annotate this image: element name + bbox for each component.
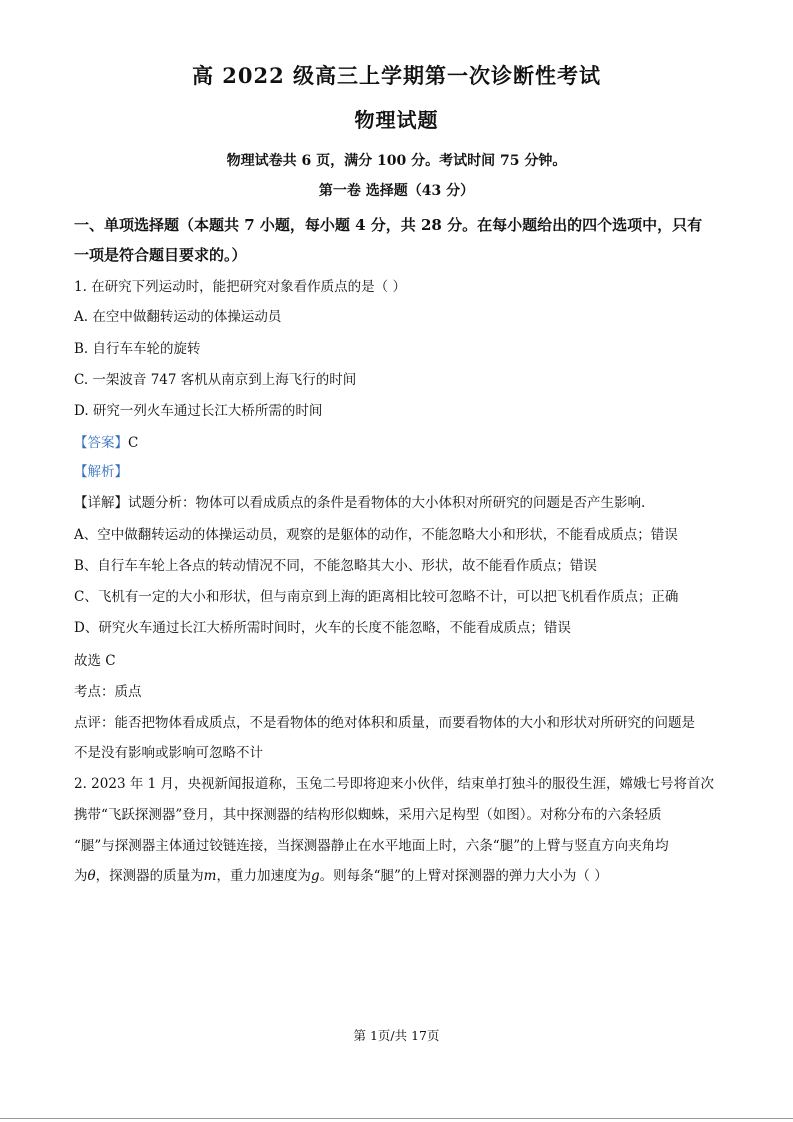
analysis-label: 【解析】 [74, 464, 128, 480]
q1-option-a: A. 在空中做翻转运动的体操运动员 [74, 309, 282, 325]
q2-line-1: 2. 2023 年 1 月，央视新闻报道称，玉兔二号即将迎来小伙伴，结束单打独斗的服役生涯，嫦娥七号将首次 [74, 776, 714, 792]
q2-line-3: “腿”与探测器主体通过铰链连接，当探测器静止在水平地面上时，六条“腿”的上臂与竖直方向夹角均 [74, 838, 669, 854]
page-footer: 第 1页/共 17页 [353, 1028, 440, 1043]
q1-option-d: D. 研究一列火车通过长江大桥所需的时间 [74, 403, 323, 419]
q1-answer [74, 431, 138, 451]
answer-value: C [128, 435, 139, 451]
q1-point: 考点：质点 [74, 684, 142, 700]
q1-option-c: C. 一架波音 747 客机从南京到上海飞行的时间 [74, 372, 357, 388]
q1-option-b: B. 自行车车轮的旋转 [74, 341, 201, 357]
q1-explanation-d: D、研究火车通过长江大桥所需时间时，火车的长度不能忽略，不能看成质点；错误 [74, 620, 571, 636]
q1-comment-line-2: 不是没有影响或影响可忽略不计 [74, 745, 263, 761]
instructions-line-1: 一、单项选择题（本题共 7 小题，每小题 4 分，共 28 分。在每小题给出的四个选项中，只有 [74, 216, 703, 234]
subject-title: 物理试题 [354, 108, 439, 132]
answer-label: 【答案】 [74, 435, 128, 451]
q2-line-2: 携带“飞跃探测器”登月，其中探测器的结构形似蜘蛛，采用六足构型（如图）。对称分布的六条轻质 [74, 807, 662, 823]
gravity-symbol: g [310, 868, 320, 884]
q1-explanation-b: B、自行车车轮上各点的转动情况不同，不能忽略其大小、形状，故不能看作质点；错误 [74, 558, 597, 574]
q1-detail: 【详解】试题分析：物体可以看成质点的条件是看物体的大小体积对所研究的问题是否产生影响. [74, 495, 646, 511]
exam-info: 物理试卷共 6 页，满分 100 分。考试时间 75 分钟。 [226, 153, 567, 169]
q1-conclusion: 故选 C [74, 653, 116, 669]
q1-explanation-a: A、空中做翻转运动的体操运动员，观察的是躯体的动作，不能忽略大小和形状，不能看成质点；错误 [74, 527, 678, 543]
q1-comment-line-1: 点评：能否把物体看成质点，不是看物体的绝对体积和质量，而要看物体的大小和形状对所研究的问题是 [74, 715, 695, 731]
instructions [74, 210, 734, 270]
q1-explanation-c: C、飞机有一定的大小和形状，但与南京到上海的距离相比较可忽略不计，可以把飞机看作质点；正确 [74, 589, 679, 605]
section-heading: 第一卷 选择题（43 分） [318, 183, 475, 199]
mass-symbol: m [203, 868, 217, 884]
instructions-line-2: 一项是符合题目要求的。） [74, 246, 247, 264]
q1-stem: 1. 在研究下列运动时，能把研究对象看作质点的是（ ） [74, 279, 406, 295]
q2-line-4: 为θ，探测器的质量为m，重力加速度为g。则每条“腿”的上臂对探测器的弹力大小为（ ） [74, 868, 608, 884]
exam-title: 高 2022 级高三上学期第一次诊断性考试 [191, 63, 602, 88]
theta-symbol: θ [87, 868, 96, 884]
bottom-divider [0, 1118, 793, 1119]
